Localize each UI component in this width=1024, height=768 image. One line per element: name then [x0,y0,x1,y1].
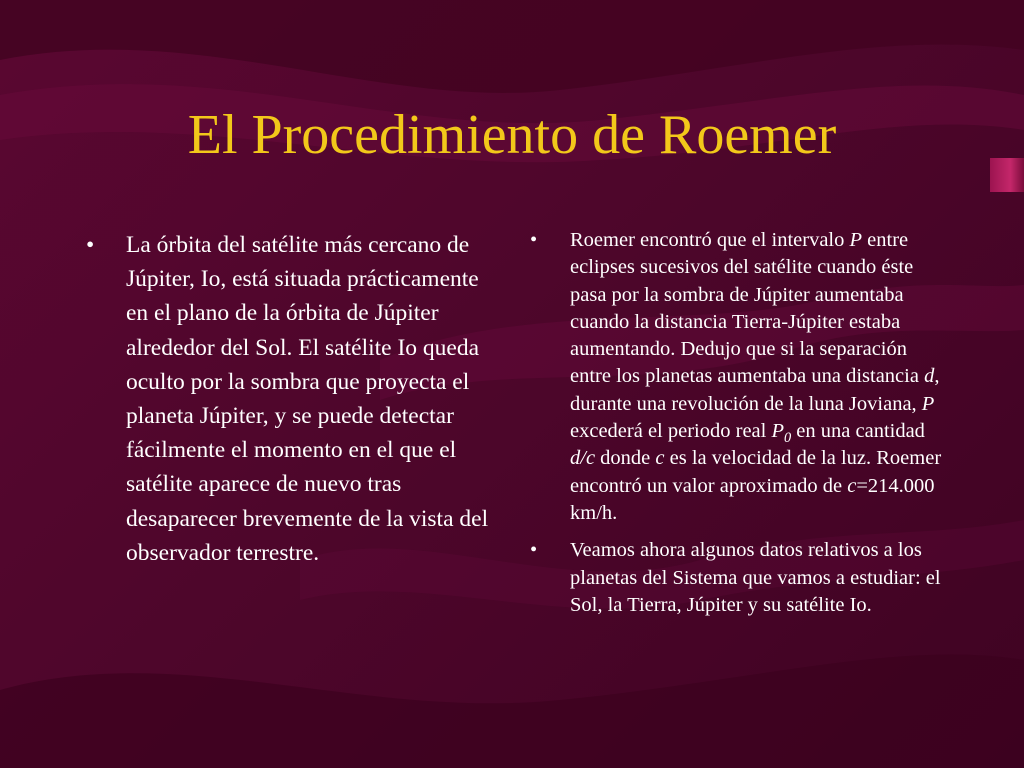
symbol-P: P [921,392,935,415]
symbol-d: d [924,365,935,388]
text-segment: entre eclipses sucesivos del satélite cuando éste pasa por la sombra de Júpiter aumentaba cuando la distancia Tierra-Júpiter estaba aumentando. Dedujo que si la separación entre los planetas aumentaba una distancia [570,229,925,388]
symbol-c: c [655,447,665,470]
text-segment: es la velocidad de la luz. Roemer encontró un valor aproximado de [570,447,942,497]
bullet-marker: • [530,539,538,562]
right-bullet-item-2 [530,537,950,619]
text-segment: Roemer encontró que el intervalo [570,229,850,251]
text-segment: en una cantidad [791,420,925,443]
left-bullet-text: La órbita del satélite más cercano de Júpiter, Io, está situada prácticamente en el plano de la órbita de Júpiter alrededor del Sol. El satélite Io queda oculto por la sombra que proyecta el planeta Júpiter, y se puede detectar fácilmente el momento en el que el satélite aparece de nuevo tras desaparecer brevemente de la vista del observador terrestre. [126,232,489,566]
left-bullet-item [86,228,496,570]
symbol-P: P [849,229,863,251]
symbol-P0-subscript: 0 [784,430,792,447]
symbol-P0: P [771,420,784,443]
bullet-marker: • [86,232,95,258]
right-bullet-item-1 [530,227,950,527]
symbol-d-over-c: d/c [570,447,596,470]
symbol-c: c [847,474,857,497]
text-segment: excederá el periodo real [570,420,772,443]
left-column [86,228,496,570]
slide-title: El Procedimiento de Roemer [187,104,837,166]
text-segment: , durante una revolución de la luna Joviana, [570,365,940,415]
right-bullet-1-text [570,229,941,524]
right-column [530,227,950,619]
bullet-marker: • [530,229,538,251]
right-bullet-2-text: Veamos ahora algunos datos relativos a los planetas del Sistema que vamos a estudiar: el Sol, la Tierra, Júpiter y su satélite Io. [570,539,941,616]
text-segment: donde [595,447,656,470]
text-segment: =214.000 km/h. [570,474,935,524]
